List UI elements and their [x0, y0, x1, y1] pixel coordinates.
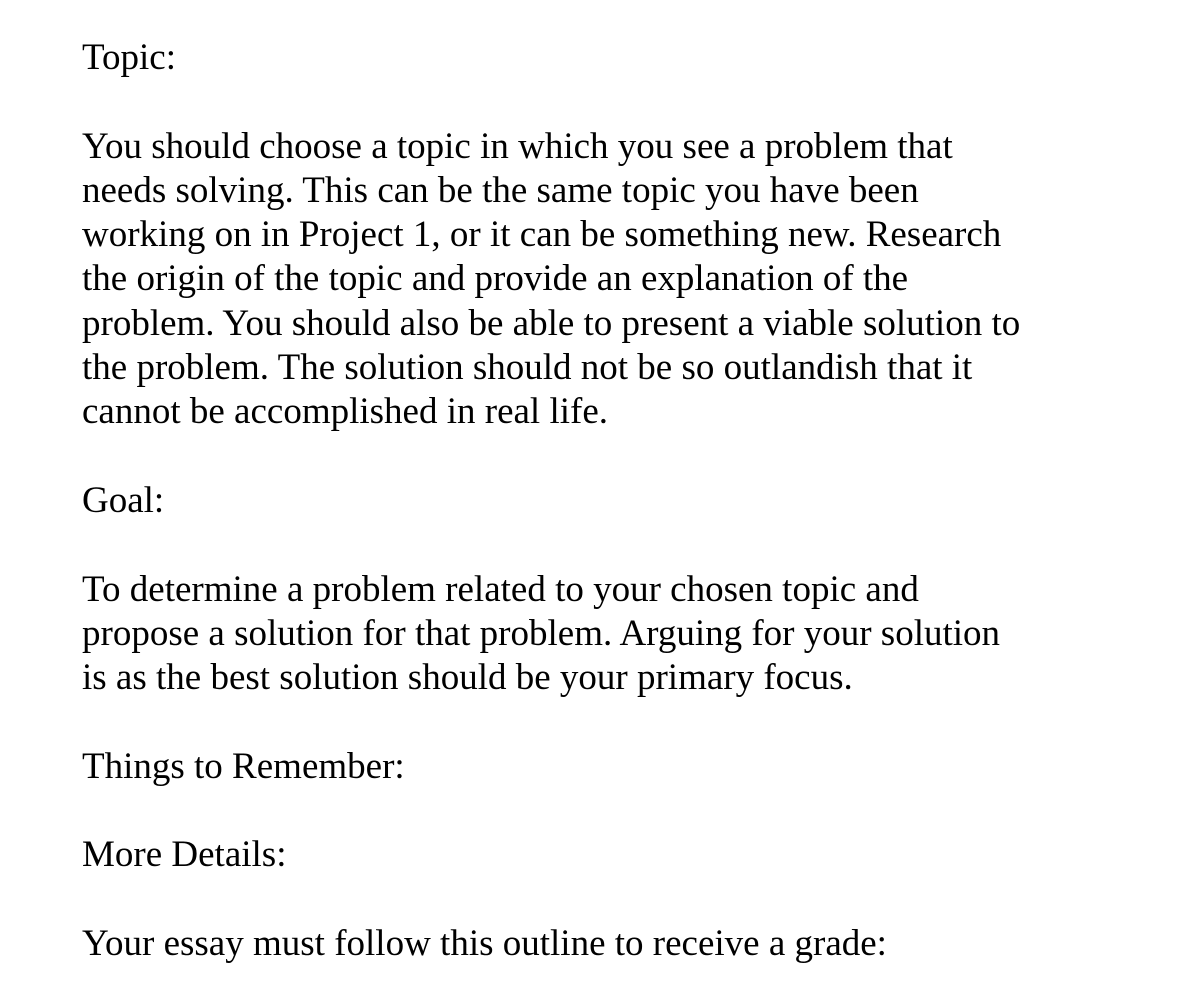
spacer: [82, 700, 1172, 744]
goal-line: To determine a problem related to your chosen topic and: [82, 568, 919, 610]
spacer: [82, 878, 1172, 922]
spacer: [82, 435, 1172, 479]
document-body: [82, 36, 1172, 966]
topic-line: working on in Project 1, or it can be something new. Research: [82, 214, 1002, 256]
topic-line: the problem. The solution should not be so outlandish that it: [82, 347, 973, 389]
outline-instruction: Your essay must follow this outline to receive a grade:: [82, 922, 887, 964]
things-to-remember-heading: Things to Remember:: [82, 745, 405, 787]
goal-line: is as the best solution should be your primary focus.: [82, 657, 853, 699]
topic-line: You should choose a topic in which you see a problem that: [82, 125, 953, 167]
goal-line: propose a solution for that problem. Arguing for your solution: [82, 612, 1001, 654]
topic-line: cannot be accomplished in real life.: [82, 391, 609, 433]
topic-line: the origin of the topic and provide an explanation of the: [82, 258, 909, 300]
more-details-heading: More Details:: [82, 834, 287, 876]
goal-heading: Goal:: [82, 479, 165, 521]
topic-heading: Topic:: [82, 37, 176, 78]
topic-line: problem. You should also be able to present a viable solution to: [82, 302, 1021, 344]
topic-paragraph: [82, 125, 1172, 435]
topic-line: needs solving. This can be the same topic you have been: [82, 169, 919, 211]
spacer: [82, 789, 1172, 833]
goal-paragraph: [82, 568, 1172, 701]
spacer: [82, 523, 1172, 567]
spacer: [82, 80, 1172, 124]
